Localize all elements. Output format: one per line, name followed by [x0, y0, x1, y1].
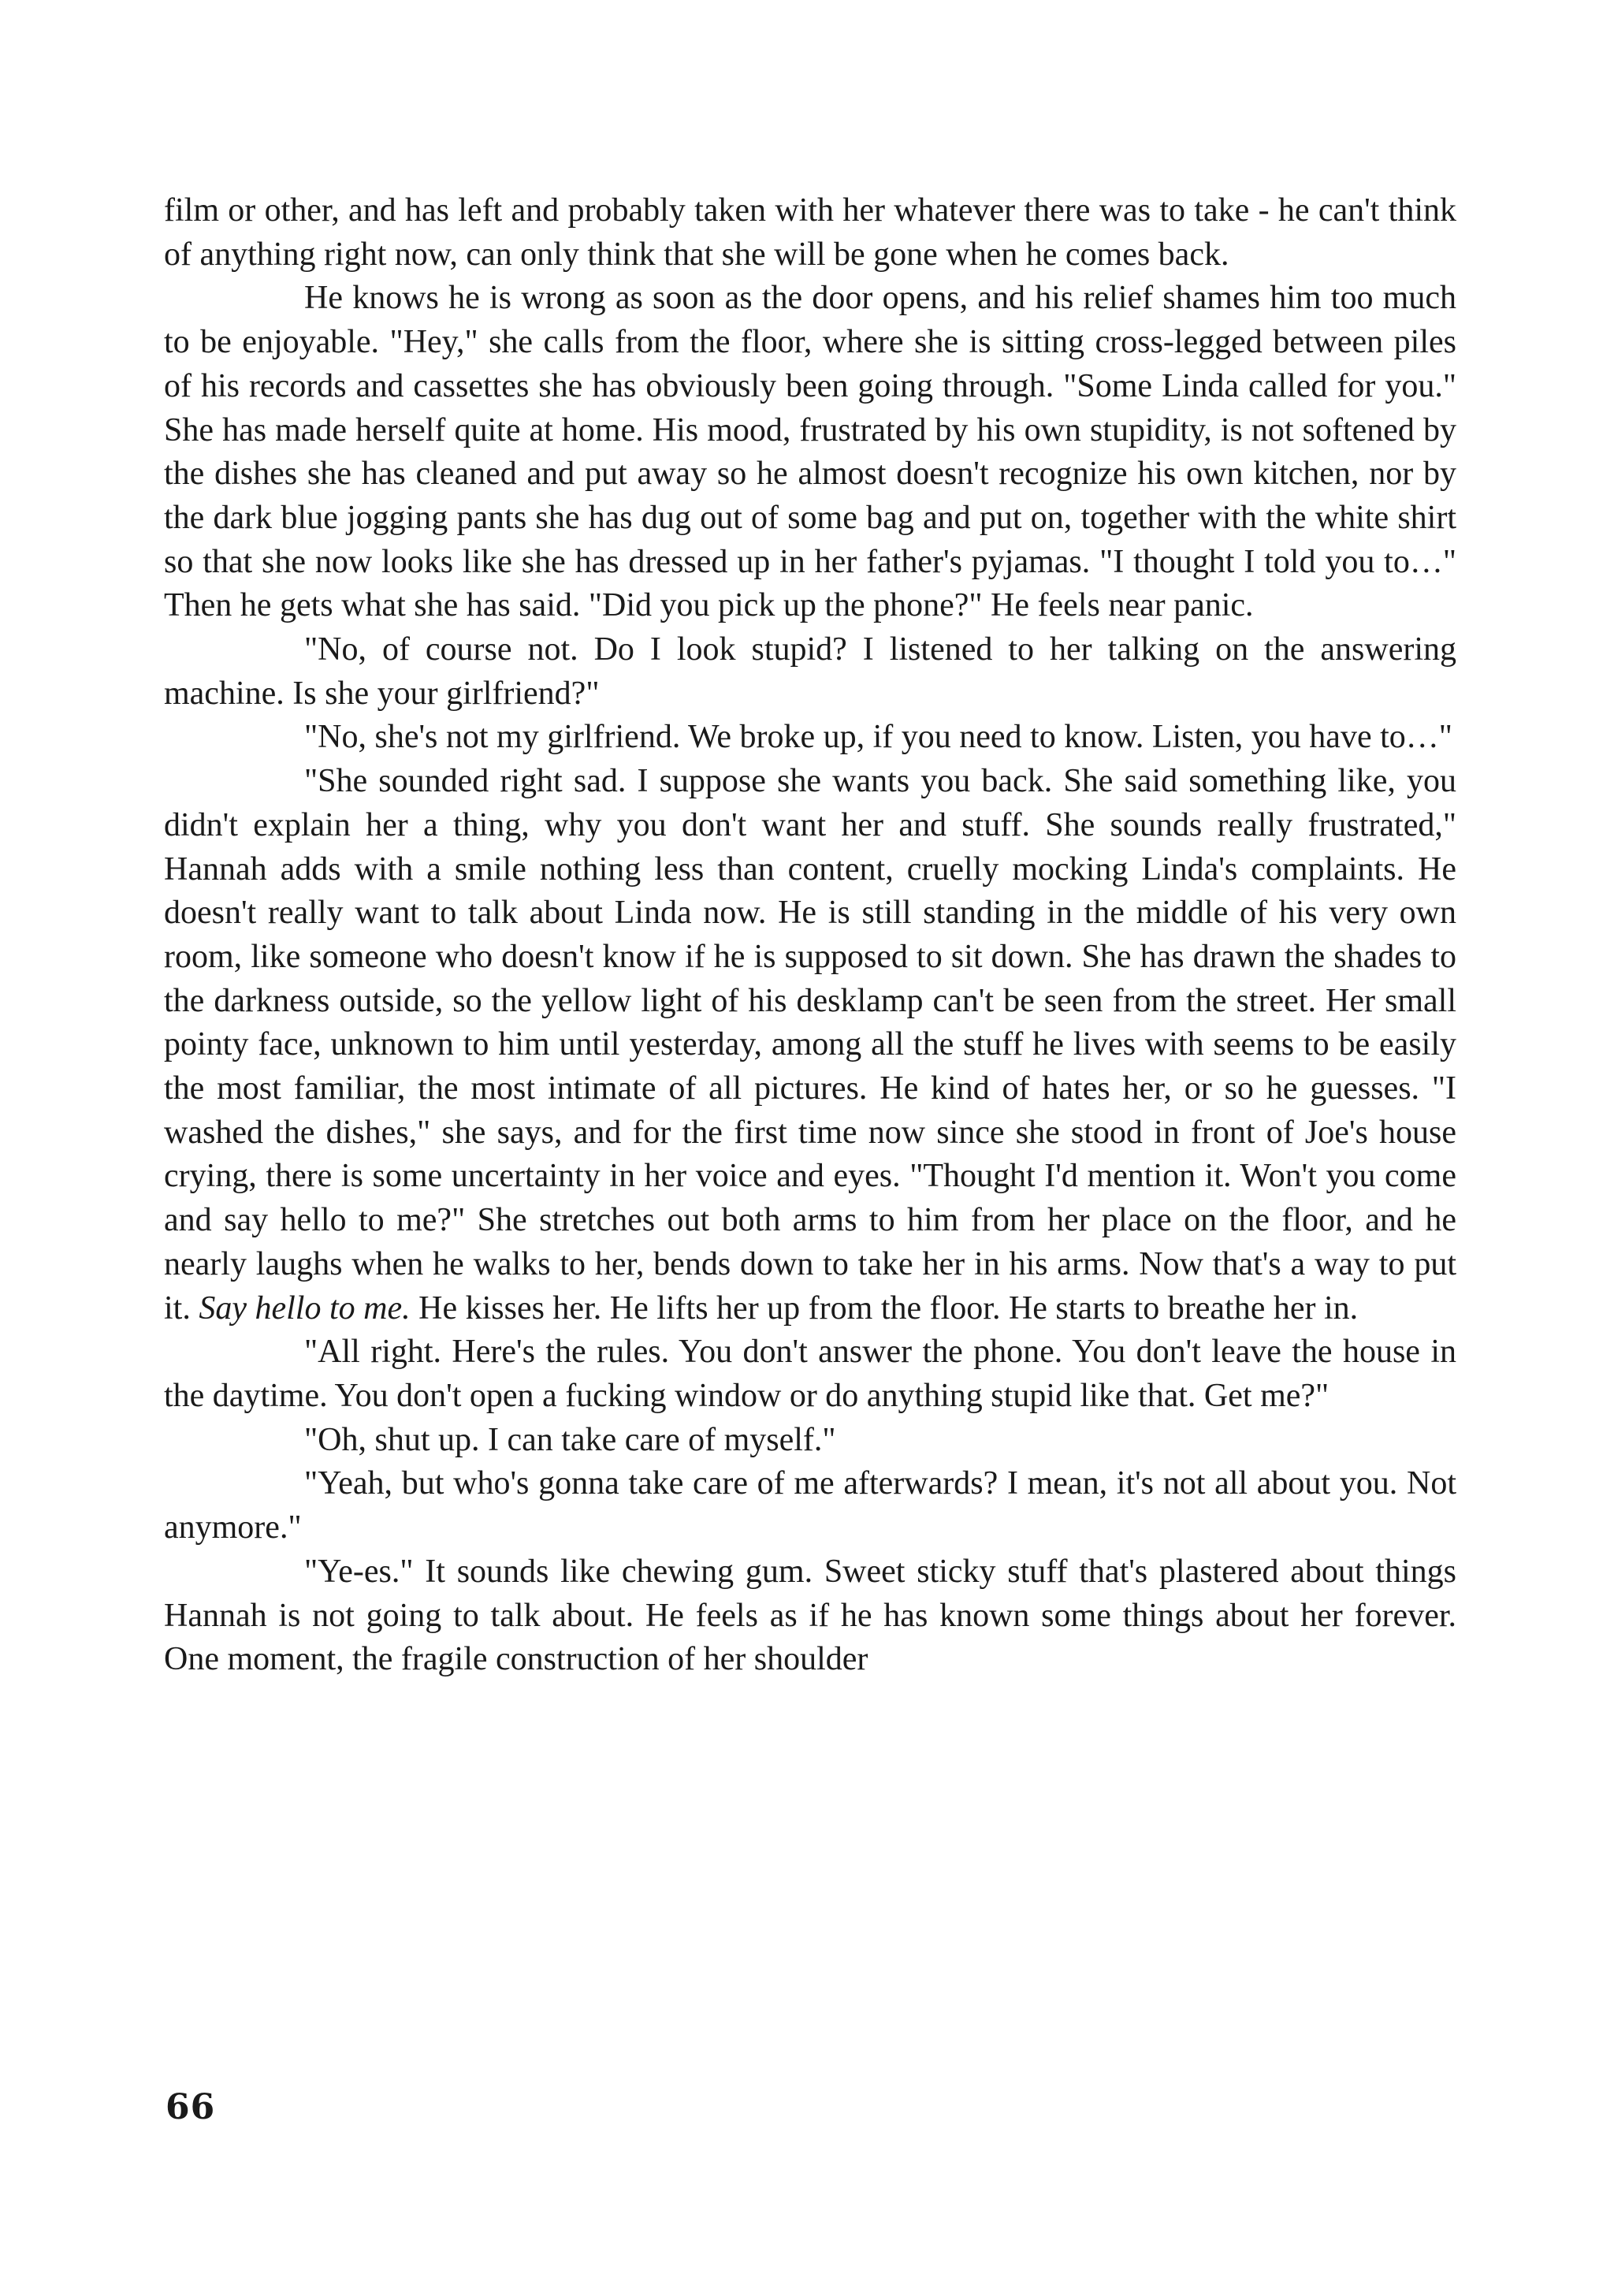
body-paragraph	[164, 760, 1456, 1330]
text-segment: "All right. Here's the rules. You don't answer the phone. You don't leave the house in the daytime. You don't open a fucking window or do anything stupid like that. Get me?"	[164, 1334, 1456, 1414]
text-segment: "No, of course not. Do I look stupid? I listened to her talking on the answering machine. Is she your girlfriend?"	[164, 631, 1456, 712]
text-segment: "Yeah, but who's gonna take care of me afterwards? I mean, it's not all about you. Not anymore."	[164, 1465, 1456, 1546]
body-paragraph	[164, 716, 1456, 760]
text-segment: "No, she's not my girlfriend. We broke up, if you need to know. Listen, you have to…"	[304, 719, 1452, 756]
body-paragraph	[164, 1462, 1456, 1550]
text-segment: He kisses her. He lifts her up from the floor. He starts to breathe her in.	[410, 1289, 1359, 1327]
italic-text-segment: Say hello to me.	[199, 1289, 411, 1327]
text-segment: "She sounded right sad. I suppose she wants you back. She said something like, you didn't explain her a thing, why you don't want her and stuff. She sounds really frustrated," Hannah adds with a smile nothing less than content, cruelly mocking Linda's complaints. He doesn't really want to talk about Linda now. He is still standing in the middle of his very own room, like someone who doesn't know if he is supposed to sit down. She has drawn the shades to the darkness outside, so the yellow light of his desklamp can't be seen from the street. Her small pointy face, unknown to him until yesterday, among all the stuff he lives with seems to be easily the most familiar, the most intimate of all pictures. He kind of hates her, or so he guesses. "I washed the dishes," she says, and for the first time now since she stood in front of Joe's house crying, there is some uncertainty in her voice and eyes. "Thought I'd mention it. Won't you come and say hello to me?" She stretches out both arms to him from her place on the floor, and he nearly laughs when he walks to her, bends down to take her in his arms. Now that's a way to put it.	[164, 763, 1456, 1327]
body-paragraph	[164, 628, 1456, 716]
page-body	[164, 189, 1456, 1682]
body-paragraph	[164, 1330, 1456, 1418]
body-paragraph	[164, 1550, 1456, 1682]
text-segment: "Ye-es." It sounds like chewing gum. Sweet sticky stuff that's plastered about things Hannah is not going to talk about. He feels as if he has known some things about her forever. One moment, the fragile construction of her shoulder	[164, 1553, 1456, 1678]
body-paragraph	[164, 189, 1456, 277]
body-paragraph	[164, 1419, 1456, 1463]
text-segment: film or other, and has left and probably taken with her whatever there was to take - he can't think of anything right now, can only think that she will be gone when he comes back.	[164, 192, 1456, 273]
body-paragraph	[164, 277, 1456, 628]
text-segment: "Oh, shut up. I can take care of myself."	[304, 1421, 836, 1458]
page-number: 66	[165, 2087, 216, 2127]
text-segment: He knows he is wrong as soon as the door opens, and his relief shames him too much to be enjoyable. "Hey," she calls from the floor, where she is sitting cross-legged between piles of his records and cassettes she has obviously been going through. "Some Linda called for you." She has made herself quite at home. His mood, frustrated by his own stupidity, is not softened by the dishes she has cleaned and put away so he almost doesn't recognize his own kitchen, nor by the dark blue jogging pants she has dug out of some bag and put on, together with the white shirt so that she now looks like she has dressed up in her father's pyjamas. "I thought I told you to…" Then he gets what she has said. "Did you pick up the phone?" He feels near panic.	[164, 280, 1456, 624]
